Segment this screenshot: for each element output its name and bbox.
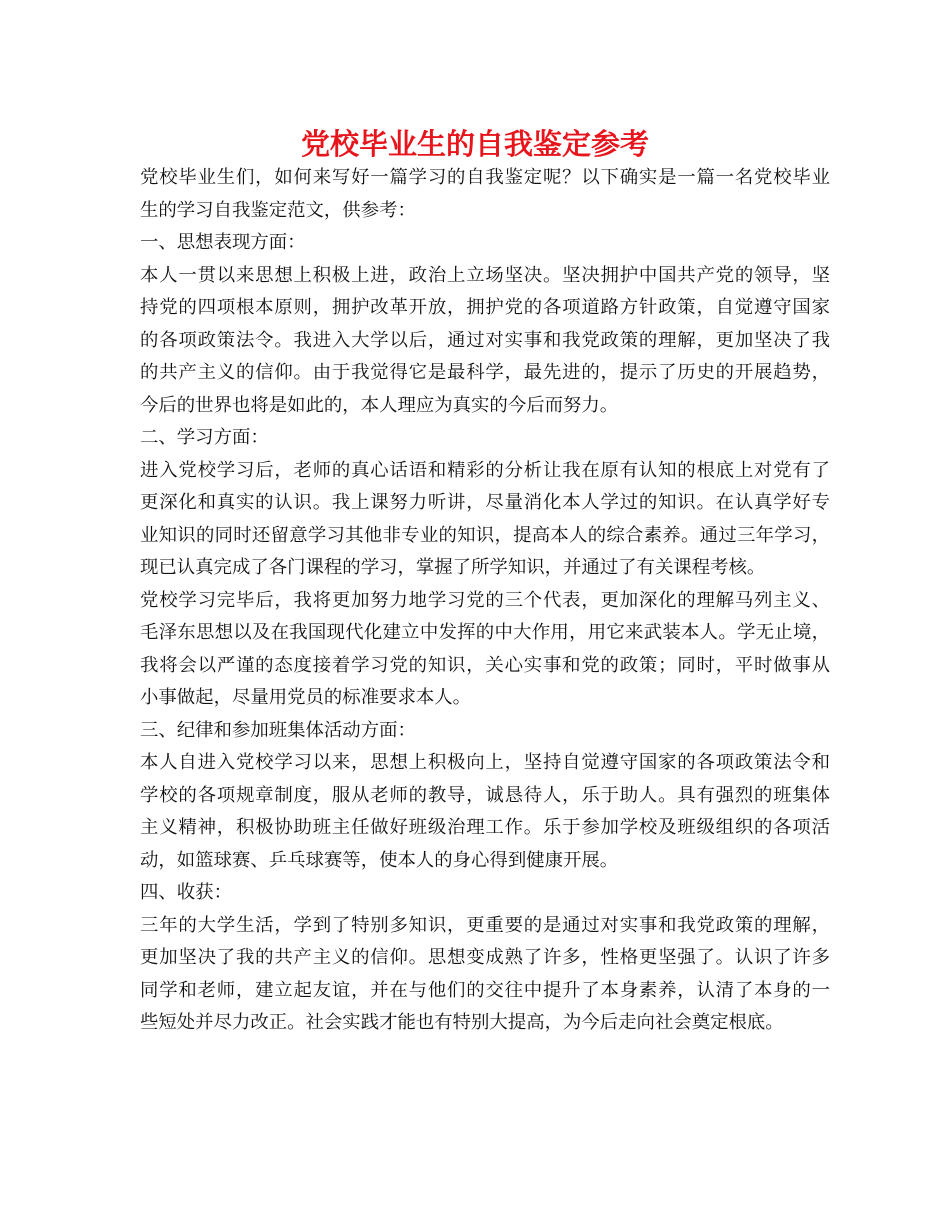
- text-line: 现已认真完成了各门课程的学习，掌握了所学知识，并通过了有关课程考核。: [140, 557, 766, 578]
- text-line: 主义精神，积极协助班主任做好班级治理工作。乐于参加学校及班级组织的各项活: [140, 817, 830, 838]
- text-line: 的各项政策法令。我进入大学以后，通过对实事和我党政策的理解，更加坚决了我: [140, 329, 830, 351]
- text-line: 持党的四项根本原则，拥护改革开放，拥护党的各项道路方针政策，自觉遵守国家: [140, 297, 830, 318]
- text-line: 进入党校学习后，老师的真心话语和精彩的分析让我在原有认知的根底上对党有了: [140, 459, 830, 481]
- text-line: 的共产主义的信仰。由于我觉得它是最科学，最先进的，提示了历史的开展趋势，: [140, 362, 830, 383]
- text-line: 毛泽东思想以及在我国现代化建立中发挥的中大作用，用它来武装本人。学无止境，: [140, 622, 830, 643]
- text-line: 今后的世界也将是如此的，本人理应为真实的今后而努力。: [140, 394, 619, 416]
- text-line: 小事做起，尽量用党员的标准要求本人。: [140, 687, 472, 708]
- section-heading: 二、学习方面：: [140, 427, 269, 448]
- text-line: 业知识的同时还留意学习其他非专业的知识，提高本人的综合素养。通过三年学习，: [140, 524, 830, 546]
- text-line: 同学和老师，建立起友谊，并在与他们的交往中提升了本身素养，认清了本身的一: [140, 979, 830, 1001]
- text-line: 党校学习完毕后，我将更加努力地学习党的三个代表，更加深化的理解马列主义、: [140, 589, 830, 611]
- text-line: 本人自进入党校学习以来，思想上积极向上，坚持自觉遵守国家的各项政策法令和: [140, 752, 830, 773]
- section-heading: 一、思想表现方面：: [140, 232, 306, 253]
- section-heading: 三、纪律和参加班集体活动方面：: [140, 719, 416, 741]
- text-line: 我将会以严谨的态度接着学习党的知识，关心实事和党的政策；同时，平时做事从: [140, 654, 830, 676]
- document-title: 党校毕业生的自我鉴定参考: [300, 127, 649, 161]
- text-line: 些短处并尽力改正。社会实践才能也有特别大提高，为今后走向社会奠定根底。: [140, 1012, 784, 1033]
- document-body: [140, 162, 830, 1040]
- text-line: 党校毕业生们，如何来写好一篇学习的自我鉴定呢？以下确实是一篇一名党校毕业: [140, 167, 830, 188]
- text-line: 生的学习自我鉴定范文，供参考：: [140, 199, 416, 221]
- text-line: 本人一贯以来思想上积极上进，政治上立场坚决。坚决拥护中国共产党的领导，坚: [140, 264, 830, 286]
- section-heading: 四、收获：: [140, 882, 232, 903]
- text-line: 学校的各项规章制度，服从老师的教导，诚恳待人，乐于助人。具有强烈的班集体: [140, 784, 830, 806]
- text-line: 三年的大学生活，学到了特别多知识，更重要的是通过对实事和我党政策的理解，: [140, 914, 830, 936]
- text-line: 更加坚决了我的共产主义的信仰。思想变成熟了许多，性格更坚强了。认识了许多: [140, 947, 830, 968]
- text-line: 动，如篮球赛、乒乓球赛等，使本人的身心得到健康开展。: [140, 849, 619, 871]
- text-line: 更深化和真实的认识。我上课努力听讲，尽量消化本人学过的知识。在认真学好专: [140, 492, 830, 513]
